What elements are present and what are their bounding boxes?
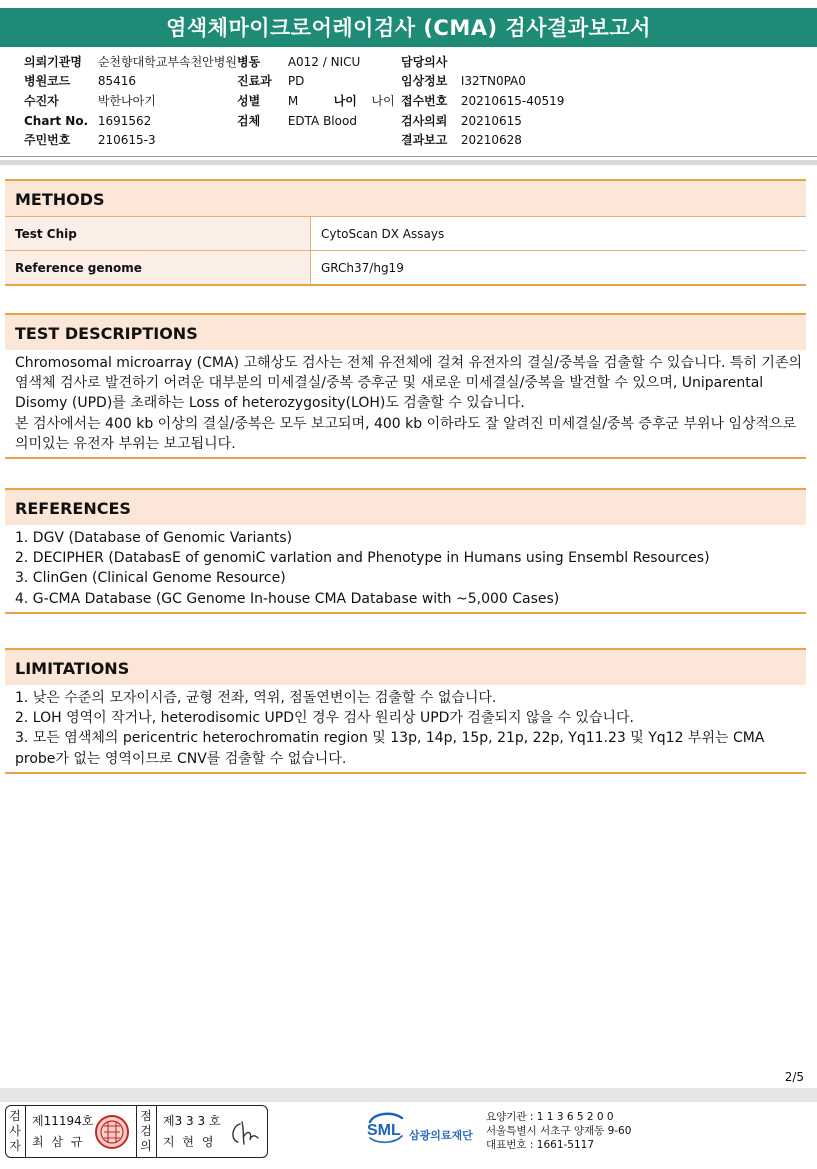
examiner-label: 검사자 bbox=[9, 1109, 21, 1153]
list-item: 1. DGV (Database of Genomic Variants) bbox=[15, 530, 293, 546]
info-label: 나이 bbox=[333, 94, 357, 108]
info-ward bbox=[237, 53, 360, 73]
references-list bbox=[5, 525, 806, 612]
info-value: PD bbox=[287, 74, 305, 88]
methods-heading: METHODS bbox=[5, 179, 806, 216]
limitations-list bbox=[5, 685, 806, 772]
methods-value: GRCh37/hg19 bbox=[311, 251, 807, 285]
list-item: 2. LOH 영역이 작거나, heterodisomic UPD인 경우 검사 원리상 UPD가 검출되지 않을 수 있습니다. bbox=[15, 710, 634, 727]
page-number: 2/5 bbox=[784, 1070, 804, 1084]
methods-value: CytoScan DX Assays bbox=[311, 217, 807, 251]
info-chart-no bbox=[24, 112, 151, 132]
divider bbox=[136, 1106, 137, 1157]
care-institution: 요양기관 : 1 1 3 6 5 2 0 0 bbox=[486, 1111, 614, 1123]
info-value: 순천향대학교부속천안병원 bbox=[97, 55, 237, 69]
references-heading: REFERENCES bbox=[5, 488, 806, 525]
list-item: 3. ClinGen (Clinical Genome Resource) bbox=[15, 570, 286, 587]
lab-logo-text: SML bbox=[367, 1122, 401, 1139]
description-paragraph: Chromosomal microarray (CMA) 고해상도 검사는 전체 유전체에 걸쳐 유전자의 결실/중복을 검출할 수 있습니다. 특히 기존의 염색체 검사로 발견하기 어려운 대부분의 미세결실/중복 증후군 및 새로운 미세결실/중복을 발견할 수 있으며, Uniparental Disomy (UPD)를 초래하는 Loss of heterozygosity(LOH)도 검출할 수 있습니다. bbox=[15, 355, 802, 412]
info-value: EDTA Blood bbox=[287, 114, 357, 128]
info-request-date bbox=[401, 112, 522, 132]
info-clinical bbox=[401, 72, 526, 92]
limitations-heading: LIMITATIONS bbox=[5, 648, 806, 685]
lab-logo-icon bbox=[364, 1110, 408, 1146]
info-label: 결과보고 bbox=[401, 133, 448, 147]
info-receipt-no bbox=[401, 92, 564, 112]
header-divider bbox=[0, 156, 817, 157]
info-sex bbox=[237, 92, 395, 112]
info-value: A012 / NICU bbox=[287, 55, 361, 69]
info-label: 병동 bbox=[237, 55, 261, 69]
info-specimen bbox=[237, 112, 357, 132]
info-hospital-code bbox=[24, 72, 136, 92]
info-label: 진료과 bbox=[237, 74, 272, 88]
list-item: 3. 모든 염색체의 pericentric heterochromatin region 및 13p, 14p, 15p, 21p, 22p, Yq11.23 및 Yq12 부위는 CMA probe가 없는 영역이므로 CNV를 검출할 수 없습니다. bbox=[15, 730, 765, 767]
info-label: 수진자 bbox=[24, 94, 59, 108]
divider bbox=[25, 1106, 26, 1157]
reviewer-license: 제3 3 3 호 bbox=[163, 1114, 221, 1128]
signature-icon bbox=[226, 1118, 262, 1148]
info-value: 210615-3 bbox=[97, 133, 156, 147]
lab-name: 삼광의료재단 bbox=[409, 1129, 473, 1142]
test-descriptions-section bbox=[5, 313, 806, 459]
info-label: 검사의뢰 bbox=[401, 114, 448, 128]
info-label: 병원코드 bbox=[24, 74, 71, 88]
list-item: 1. 낮은 수준의 모자이시즘, 균형 전좌, 역위, 점돌연변이는 검출할 수 없습니다. bbox=[15, 690, 497, 706]
limitations-section bbox=[5, 648, 806, 774]
reviewer-name: 지 현 영 bbox=[163, 1135, 216, 1149]
info-value: M bbox=[287, 94, 299, 108]
methods-section bbox=[5, 179, 806, 286]
seal-stamp-icon bbox=[94, 1114, 130, 1150]
table-row bbox=[5, 217, 806, 251]
header-divider-shade bbox=[0, 160, 817, 165]
info-doctor bbox=[401, 53, 457, 73]
lab-phone: 대표번호 : 1661-5117 bbox=[486, 1139, 595, 1151]
info-value: 나이 bbox=[371, 94, 395, 108]
examiner-license: 제11194호 bbox=[32, 1114, 94, 1128]
report-title: 염색체마이크로어레이검사 (CMA) 검사결과보고서 bbox=[0, 8, 817, 47]
lab-info bbox=[486, 1110, 631, 1152]
references-section bbox=[5, 488, 806, 614]
info-value: 박한나아기 bbox=[97, 94, 156, 108]
info-label: 의뢰기관명 bbox=[24, 55, 82, 69]
info-institution bbox=[24, 53, 237, 73]
info-value: 20210628 bbox=[460, 133, 522, 147]
lab-address: 서울특별시 서초구 양재동 9-60 bbox=[486, 1125, 632, 1137]
info-label: 검체 bbox=[237, 114, 261, 128]
info-value: 1691562 bbox=[97, 114, 152, 128]
info-value: I32TN0PA0 bbox=[460, 74, 526, 88]
info-label: 접수번호 bbox=[401, 94, 448, 108]
info-value: 20210615 bbox=[460, 114, 522, 128]
list-item: 2. DECIPHER (DatabasE of genomiC varIation and Phenotype in Humans using Ensembl Resources) bbox=[15, 550, 710, 567]
info-value: 20210615-40519 bbox=[460, 94, 565, 108]
test-descriptions-heading: TEST DESCRIPTIONS bbox=[5, 313, 806, 350]
info-resident-no bbox=[24, 131, 156, 151]
info-label: 성별 bbox=[237, 94, 261, 108]
info-report-date bbox=[401, 131, 522, 151]
info-label: 주민번호 bbox=[24, 133, 71, 147]
footer-divider bbox=[0, 1088, 817, 1102]
examiner-name: 최 삼 규 bbox=[32, 1135, 85, 1149]
info-department bbox=[237, 72, 304, 92]
info-value: 85416 bbox=[97, 74, 137, 88]
list-item: 4. G-CMA Database (GC Genome In-house CMA Database with ~5,000 Cases) bbox=[15, 590, 560, 607]
divider bbox=[156, 1106, 157, 1157]
signature-box bbox=[5, 1105, 268, 1158]
reviewer-label: 점검의 bbox=[140, 1109, 152, 1153]
methods-table bbox=[5, 216, 806, 284]
info-label: Chart No. bbox=[24, 114, 89, 128]
methods-key: Test Chip bbox=[5, 217, 311, 251]
info-label: 담당의사 bbox=[401, 55, 448, 69]
info-patient bbox=[24, 92, 156, 112]
info-label: 임상정보 bbox=[401, 74, 448, 88]
test-descriptions-body bbox=[5, 350, 806, 457]
table-row bbox=[5, 251, 806, 285]
methods-key: Reference genome bbox=[5, 251, 311, 285]
description-paragraph: 본 검사에서는 400 kb 이상의 결실/중복은 모두 보고되며, 400 kb 이하라도 잘 알려진 미세결실/중복 증후군 부위나 임상적으로 의미있는 유전자 부위는 보고됩니다. bbox=[15, 415, 797, 452]
